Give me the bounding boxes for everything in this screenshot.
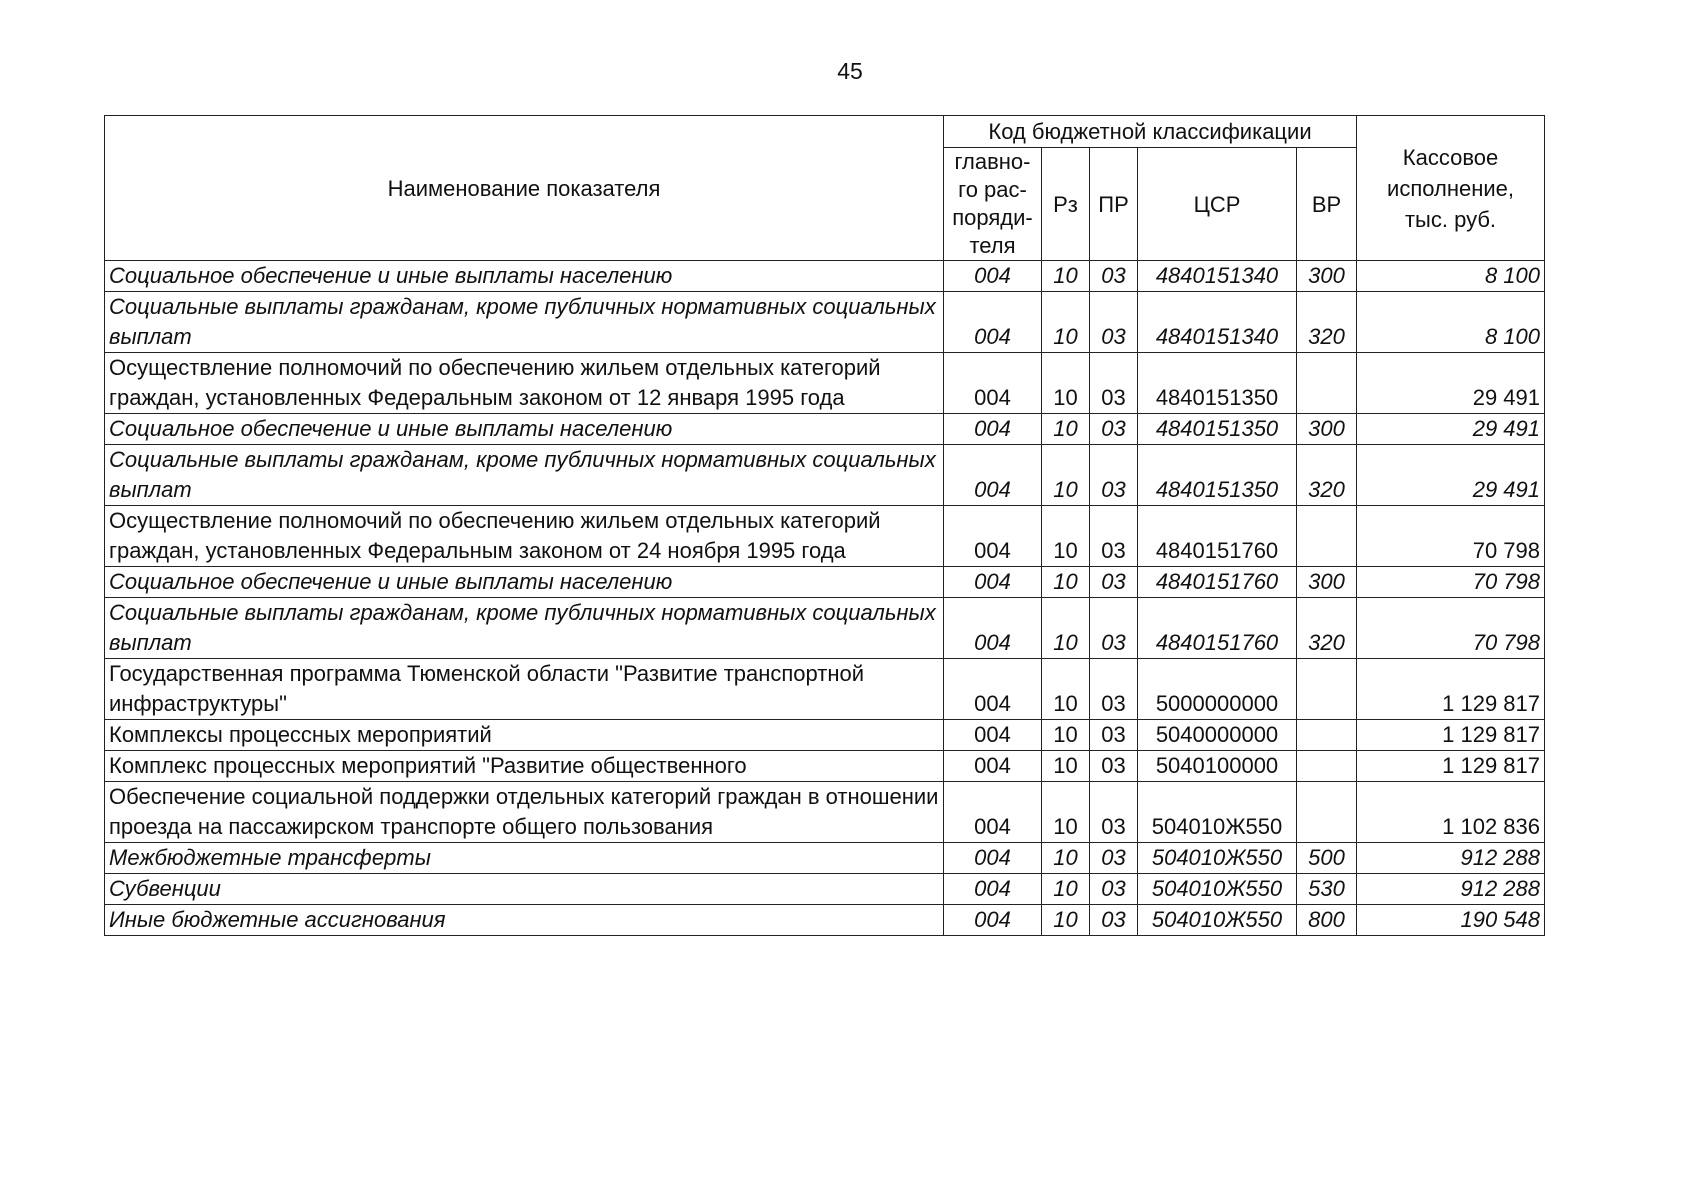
cell-pr: 03 bbox=[1090, 843, 1138, 874]
cell-pr: 03 bbox=[1090, 414, 1138, 445]
cell-glava: 004 bbox=[944, 843, 1042, 874]
cell-vr: 320 bbox=[1297, 445, 1357, 506]
cell-sum: 70 798 bbox=[1357, 598, 1545, 659]
cell-sum: 1 102 836 bbox=[1357, 782, 1545, 843]
cell-sum: 8 100 bbox=[1357, 292, 1545, 353]
cell-glava: 004 bbox=[944, 751, 1042, 782]
header-glava-line: главно- bbox=[954, 149, 1031, 174]
cell-glava: 004 bbox=[944, 874, 1042, 905]
cell-glava: 004 bbox=[944, 782, 1042, 843]
cell-pr: 03 bbox=[1090, 506, 1138, 567]
cell-csr: 4840151340 bbox=[1138, 261, 1297, 292]
cell-vr: 320 bbox=[1297, 598, 1357, 659]
cell-rz: 10 bbox=[1042, 414, 1090, 445]
table-row bbox=[105, 782, 1545, 843]
cell-rz: 10 bbox=[1042, 782, 1090, 843]
header-glava-line: теля bbox=[969, 233, 1016, 258]
cell-sum: 1 129 817 bbox=[1357, 659, 1545, 720]
table-row bbox=[105, 751, 1545, 782]
cell-rz: 10 bbox=[1042, 659, 1090, 720]
cell-csr: 5040000000 bbox=[1138, 720, 1297, 751]
cell-pr: 03 bbox=[1090, 751, 1138, 782]
cell-rz: 10 bbox=[1042, 506, 1090, 567]
cell-csr: 4840151760 bbox=[1138, 598, 1297, 659]
cell-name: Государственная программа Тюменской области "Развитие транспортной инфраструктуры" bbox=[105, 659, 944, 720]
table-header bbox=[105, 116, 1545, 261]
cell-sum: 29 491 bbox=[1357, 414, 1545, 445]
cell-vr bbox=[1297, 659, 1357, 720]
header-rz: Рз bbox=[1042, 148, 1090, 261]
cell-vr: 300 bbox=[1297, 567, 1357, 598]
header-glava bbox=[944, 148, 1042, 261]
budget-table bbox=[104, 115, 1545, 936]
cell-name: Социальные выплаты гражданам, кроме публичных нормативных социальных выплат bbox=[105, 445, 944, 506]
header-vr: ВР bbox=[1297, 148, 1357, 261]
cell-rz: 10 bbox=[1042, 567, 1090, 598]
table-row bbox=[105, 353, 1545, 414]
cell-sum: 1 129 817 bbox=[1357, 751, 1545, 782]
cell-sum: 70 798 bbox=[1357, 567, 1545, 598]
table-row bbox=[105, 720, 1545, 751]
cell-csr: 5040100000 bbox=[1138, 751, 1297, 782]
cell-vr: 300 bbox=[1297, 414, 1357, 445]
table-row bbox=[105, 874, 1545, 905]
cell-csr: 4840151760 bbox=[1138, 567, 1297, 598]
cell-glava: 004 bbox=[944, 659, 1042, 720]
cell-csr: 5000000000 bbox=[1138, 659, 1297, 720]
cell-csr: 4840151350 bbox=[1138, 445, 1297, 506]
cell-rz: 10 bbox=[1042, 292, 1090, 353]
cell-rz: 10 bbox=[1042, 843, 1090, 874]
table-row bbox=[105, 414, 1545, 445]
cell-csr: 4840151350 bbox=[1138, 414, 1297, 445]
cell-pr: 03 bbox=[1090, 659, 1138, 720]
cell-rz: 10 bbox=[1042, 751, 1090, 782]
cell-vr: 800 bbox=[1297, 905, 1357, 936]
cell-rz: 10 bbox=[1042, 598, 1090, 659]
cell-pr: 03 bbox=[1090, 445, 1138, 506]
cell-rz: 10 bbox=[1042, 261, 1090, 292]
cell-glava: 004 bbox=[944, 445, 1042, 506]
cell-sum: 1 129 817 bbox=[1357, 720, 1545, 751]
cell-rz: 10 bbox=[1042, 353, 1090, 414]
cell-name: Социальное обеспечение и иные выплаты населению bbox=[105, 567, 944, 598]
cell-rz: 10 bbox=[1042, 720, 1090, 751]
cell-csr: 504010Ж550 bbox=[1138, 843, 1297, 874]
cell-pr: 03 bbox=[1090, 874, 1138, 905]
cell-glava: 004 bbox=[944, 353, 1042, 414]
header-pr: ПР bbox=[1090, 148, 1138, 261]
cell-vr: 320 bbox=[1297, 292, 1357, 353]
table-row bbox=[105, 905, 1545, 936]
cell-glava: 004 bbox=[944, 598, 1042, 659]
cell-pr: 03 bbox=[1090, 567, 1138, 598]
header-glava-line: поряди- bbox=[952, 205, 1033, 230]
header-sum bbox=[1357, 116, 1545, 261]
cell-pr: 03 bbox=[1090, 782, 1138, 843]
cell-glava: 004 bbox=[944, 720, 1042, 751]
cell-csr: 4840151340 bbox=[1138, 292, 1297, 353]
cell-vr bbox=[1297, 353, 1357, 414]
cell-sum: 912 288 bbox=[1357, 843, 1545, 874]
cell-pr: 03 bbox=[1090, 261, 1138, 292]
cell-csr: 504010Ж550 bbox=[1138, 905, 1297, 936]
cell-sum: 29 491 bbox=[1357, 353, 1545, 414]
cell-glava: 004 bbox=[944, 261, 1042, 292]
cell-csr: 4840151350 bbox=[1138, 353, 1297, 414]
header-csr: ЦСР bbox=[1138, 148, 1297, 261]
header-name: Наименование показателя bbox=[105, 116, 944, 261]
table-row bbox=[105, 261, 1545, 292]
header-sum-line: исполнение, bbox=[1387, 175, 1514, 201]
cell-name: Обеспечение социальной поддержки отдельных категорий граждан в отношении проезда на пассажирском транспорте общего пользования bbox=[105, 782, 944, 843]
cell-vr: 500 bbox=[1297, 843, 1357, 874]
cell-name: Социальные выплаты гражданам, кроме публичных нормативных социальных выплат bbox=[105, 292, 944, 353]
table-row bbox=[105, 506, 1545, 567]
cell-rz: 10 bbox=[1042, 445, 1090, 506]
cell-pr: 03 bbox=[1090, 720, 1138, 751]
cell-csr: 504010Ж550 bbox=[1138, 874, 1297, 905]
table-row bbox=[105, 445, 1545, 506]
table-row bbox=[105, 598, 1545, 659]
cell-pr: 03 bbox=[1090, 905, 1138, 936]
table-row bbox=[105, 292, 1545, 353]
cell-rz: 10 bbox=[1042, 905, 1090, 936]
cell-sum: 8 100 bbox=[1357, 261, 1545, 292]
cell-vr: 530 bbox=[1297, 874, 1357, 905]
cell-csr: 504010Ж550 bbox=[1138, 782, 1297, 843]
cell-name: Комплексы процессных мероприятий bbox=[105, 720, 944, 751]
cell-name: Комплекс процессных мероприятий "Развитие общественного bbox=[105, 751, 944, 782]
cell-vr: 300 bbox=[1297, 261, 1357, 292]
cell-sum: 912 288 bbox=[1357, 874, 1545, 905]
cell-csr: 4840151760 bbox=[1138, 506, 1297, 567]
header-sum-line: Кассовое bbox=[1402, 144, 1499, 170]
cell-pr: 03 bbox=[1090, 353, 1138, 414]
cell-name: Социальное обеспечение и иные выплаты населению bbox=[105, 261, 944, 292]
cell-glava: 004 bbox=[944, 414, 1042, 445]
cell-sum: 70 798 bbox=[1357, 506, 1545, 567]
cell-glava: 004 bbox=[944, 567, 1042, 598]
cell-pr: 03 bbox=[1090, 598, 1138, 659]
table-body bbox=[105, 261, 1545, 936]
cell-rz: 10 bbox=[1042, 874, 1090, 905]
cell-glava: 004 bbox=[944, 905, 1042, 936]
cell-vr bbox=[1297, 720, 1357, 751]
cell-sum: 190 548 bbox=[1357, 905, 1545, 936]
header-sum-line: тыс. руб. bbox=[1404, 206, 1497, 232]
cell-glava: 004 bbox=[944, 506, 1042, 567]
header-glava-line: го рас- bbox=[958, 177, 1027, 202]
cell-name: Социальные выплаты гражданам, кроме публичных нормативных социальных выплат bbox=[105, 598, 944, 659]
cell-name: Осуществление полномочий по обеспечению жильем отдельных категорий граждан, установленных Федеральным законом от 24 ноября 1995 года bbox=[105, 506, 944, 567]
cell-name: Межбюджетные трансферты bbox=[105, 843, 944, 874]
cell-glava: 004 bbox=[944, 292, 1042, 353]
cell-vr bbox=[1297, 506, 1357, 567]
table-row bbox=[105, 567, 1545, 598]
cell-pr: 03 bbox=[1090, 292, 1138, 353]
cell-vr bbox=[1297, 751, 1357, 782]
cell-name: Социальное обеспечение и иные выплаты населению bbox=[105, 414, 944, 445]
cell-sum: 29 491 bbox=[1357, 445, 1545, 506]
page-number: 45 bbox=[837, 58, 863, 84]
table-row bbox=[105, 843, 1545, 874]
cell-vr bbox=[1297, 782, 1357, 843]
cell-name: Субвенции bbox=[105, 874, 944, 905]
table-row bbox=[105, 659, 1545, 720]
cell-name: Иные бюджетные ассигнования bbox=[105, 905, 944, 936]
header-group: Код бюджетной классификации bbox=[944, 116, 1357, 148]
cell-name: Осуществление полномочий по обеспечению жильем отдельных категорий граждан, установленных Федеральным законом от 12 января 1995 года bbox=[105, 353, 944, 414]
